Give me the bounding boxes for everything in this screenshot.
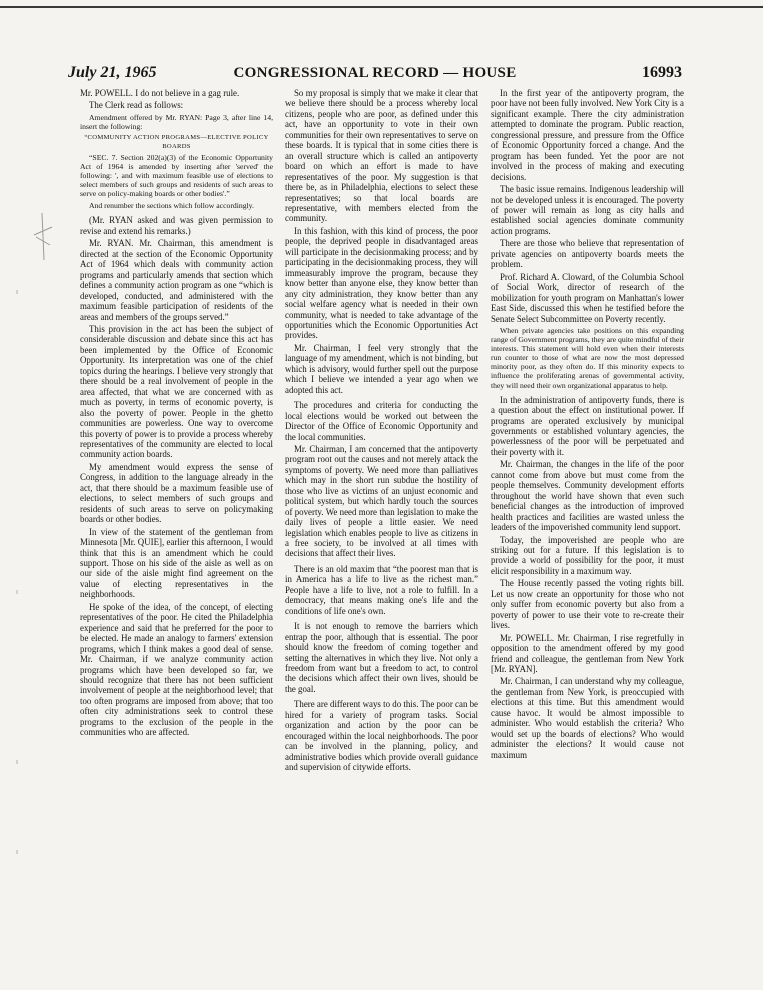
paragraph: Prof. Richard A. Cloward, of the Columbia School of Social Work, director of research of the mobilization for youth program on Manhattan's lower East Side, discussed this when he testified before the Senate Select Subcommittee on Poverty recently. — [491, 271, 684, 324]
paragraph: Mr. RYAN. Mr. Chairman, this amendment is directed at the section of the Economic Opportunity Act of 1964 which deals with community action programs and particularly amends that section which defines a community action program as one “which is developed, conducted, and administered with the maximum feasible participation of residents of the areas and members of the groups served.” — [80, 238, 273, 322]
header-page-number: 16993 — [642, 64, 682, 81]
paragraph: In view of the statement of the gentleman from Minnesota [Mr. QUIE], earlier this afternoon, I would think that this is an amendment which he could support. Those on his side of the aisle as well as on our side of the aisle might find agreement on the value of electing representatives in the neighborhoods. — [80, 526, 273, 600]
amendment-note: And renumber the sections which follow accordingly. — [89, 201, 254, 211]
paragraph: In the administration of antipoverty funds, there is a question about the effect on institutional power. If programs are operated exclusively by municipal governments or established voluntary agencies, the powerlessness of the poor will be perpetuated and their poverty with it. — [491, 394, 684, 457]
paragraph: The House recently passed the voting rights bill. Let us now create an opportunity for those who not only suffer from economic poverty but also from a poverty of power to use their vote to re-create their lives. — [491, 578, 684, 631]
paragraph: In the first year of the antipoverty program, the poor have not been fully involved. New York City is a significant example. There the city administration attempted to dominate the program. Public reaction, congressional pressure, and pressure from the Office of Economic Opportunity forced a change. And the program has been funded. Yet the poor are not involved in the process of making and executing decisions. — [491, 88, 684, 182]
paragraph: So my proposal is simply that we make it clear that we believe there should be a process whereby local citizens, people who are poor, as defined under this act, have an opportunity to vote in their own communities for their own representatives to serve on these boards. It is typical that in some cities there is an overall structure which is called an antipoverty board on which an effort is made to have representatives of the poor. My suggestion is that there be, as in Philadelphia, elections to select these representatives; so that local boards are representative, with members elected from the community. — [285, 88, 478, 224]
quoted-testimony: When private agencies take positions on this expanding range of Government programs, they are quite mindful of their interests. This statement will hold even when their interests run counter to those of what are now the most depressed minority poor, as they often do. If this minority expects to influence the proliferating arenas of governmental activity, they will need their own organizational apparatus to help. — [491, 325, 684, 390]
paragraph: My amendment would express the sense of Congress, in addition to the language already in the act, that there should be a maximum feasible use of elections, to select members of such groups and residents of such areas to serve on policymaking boards or other bodies. — [80, 461, 273, 525]
amendment-intro: Amendment offered by Mr. RYAN: Page 3, after line 14, insert the following: — [80, 112, 273, 131]
paragraph: Mr. Chairman, I am concerned that the antipoverty program root out the causes and not merely attack the symptoms of poverty. We need more than palliatives which may in the short run subdue the hostility of those who live as victims of an unjust economic and political system, but which hardly touch the sources of poverty. We need more than legislation to make the daily lives of people a little easier. We need legislation which enables people to live as citizens in a free society, to be involved at all times with decisions that affect their lives. — [285, 443, 478, 559]
paragraph: The Clerk read as follows: — [89, 100, 184, 111]
page-header — [68, 64, 682, 84]
margin-mark-icon — [28, 205, 58, 265]
paragraph: The procedures and criteria for conducting the local elections would be worked out between the Director of the Office of Economic Opportunity and the local communities. — [285, 400, 478, 442]
paragraph: This provision in the act has been the subject of considerable discussion and debate since this act has been implemented by the Office of Economic Opportunity. Its interpretation was one of the chief topics during the hearings. I believe very strongly that there should be a real involvement of people in the area affected, that what we are concerned with as much as poverty, in terms of economic poverty, is also the poverty of power. People in the ghetto communities are powerless. One way to overcome this poverty of power is to provide a process whereby representatives of the community are elected to local community action boards. — [80, 324, 273, 460]
column-2 — [285, 88, 478, 775]
paragraph: It is not enough to remove the barriers which entrap the poor, although that is essential. The poor should know the freedom of coming together and setting the alternatives in which they live. Not only a freedom from want but a freedom to act, to control the decisions which affect their own lives, should be the goal. — [285, 621, 478, 694]
column-1 — [80, 88, 273, 740]
paragraph: Mr. Chairman, I can understand why my colleague, the gentleman from New York, is preoccupied with elections at this time. But this amendment would cause havoc. It would be almost impossible to administer. Who would establish the criteria? Who would set up the boards of elections? Who would administer the elections? It would cause not maximum — [491, 676, 684, 760]
top-rule — [0, 6, 763, 8]
margin-dashes — [10, 290, 24, 890]
paragraph: Mr. Chairman, I feel very strongly that the language of my amendment, which is not binding, but which is advisory, would further spell out the purpose which I believe we intended a year ago when we adopted this act. — [285, 342, 478, 395]
amendment-heading: “COMMUNITY ACTION PROGRAMS—ELECTIVE POLICY BOARDS — [84, 134, 269, 150]
column-3 — [491, 88, 684, 762]
paragraph: Today, the impoverished are people who are striking out for a future. If this legislation is to provide a world of possibility for the poor, it must elicit responsibility in a maximum way. — [491, 534, 684, 576]
paragraph: Mr. POWELL. I do not believe in a gag rule. — [80, 88, 240, 98]
paragraph: There are different ways to do this. The poor can be hired for a variety of program tasks. Social organization and action by the poor can be encouraged within the local neighborhoods. The poor can be involved in the planning, policy, and administrative bodies which provide overall guidance and supervision of citywide efforts. — [285, 699, 478, 773]
header-date: July 21, 1965 — [68, 64, 157, 81]
paragraph: Mr. POWELL. Mr. Chairman, I rise regretfully in opposition to the amendment offered by my good friend and colleague, the gentleman from New York [Mr. RYAN]. — [491, 632, 684, 674]
paragraph: The basic issue remains. Indigenous leadership will not be developed unless it is encouraged. The poverty of power will remain as long as city halls and established social agencies dominate community action programs. — [491, 184, 684, 236]
amendment-text: “SEC. 7. Section 202(a)(3) of the Economic Opportunity Act of 1964 is amended by inserting after 'served' the following: ', and with maximum feasible use of elections to select members of such groups and residents of such areas to serve on policy-making boards or other bodies'.” — [80, 152, 273, 199]
paragraph: Mr. Chairman, the changes in the life of the poor cannot come from above but must come from the people themselves. Community development efforts throughout the world have shown that even such beneficial changes as the introduction of improved health practices and facilities are wasted unless the leaders of the impoverished community lend support. — [491, 459, 684, 533]
header-title: CONGRESSIONAL RECORD — HOUSE — [233, 65, 517, 81]
paragraph: There are those who believe that representation of private agencies on antipoverty boards meets the problem. — [491, 238, 684, 270]
paragraph: There is an old maxim that “the poorest man that is in America has a life to live as the richest man.” People have a life to live, not a role to fulfill. In a democracy, that means making one's life and the conditions of life one's own. — [285, 563, 478, 616]
paragraph: He spoke of the idea, of the concept, of electing representatives of the poor. He cited the Philadelphia experience and said that he preferred for the poor to be elected. He made an analogy to farmers' extension programs, which I think makes a good deal of sense. Mr. Chairman, if we analyze community action programs which have been developed so far, we should recognize that there has not been sufficient involvement of people at the neighborhood level; that too often programs are imposed from above; that too often city administrations seek to control these programs to the exclusion of the people in the communities who are affected. — [80, 601, 273, 738]
paragraph: (Mr. RYAN asked and was given permission to revise and extend his remarks.) — [80, 215, 273, 236]
paragraph: In this fashion, with this kind of process, the poor people, the deprived people in disadvantaged areas will participate in the decisionmaking process; and by participating in the decisionmaking process, they will immeasurably improve the program, because they know better than anyone else, they know better than any city administration, they know better than any social welfare agency what is needed in their own community, what is needed to take advantage of the opportunities which the Economic Opportunities Act provides. — [285, 225, 478, 341]
